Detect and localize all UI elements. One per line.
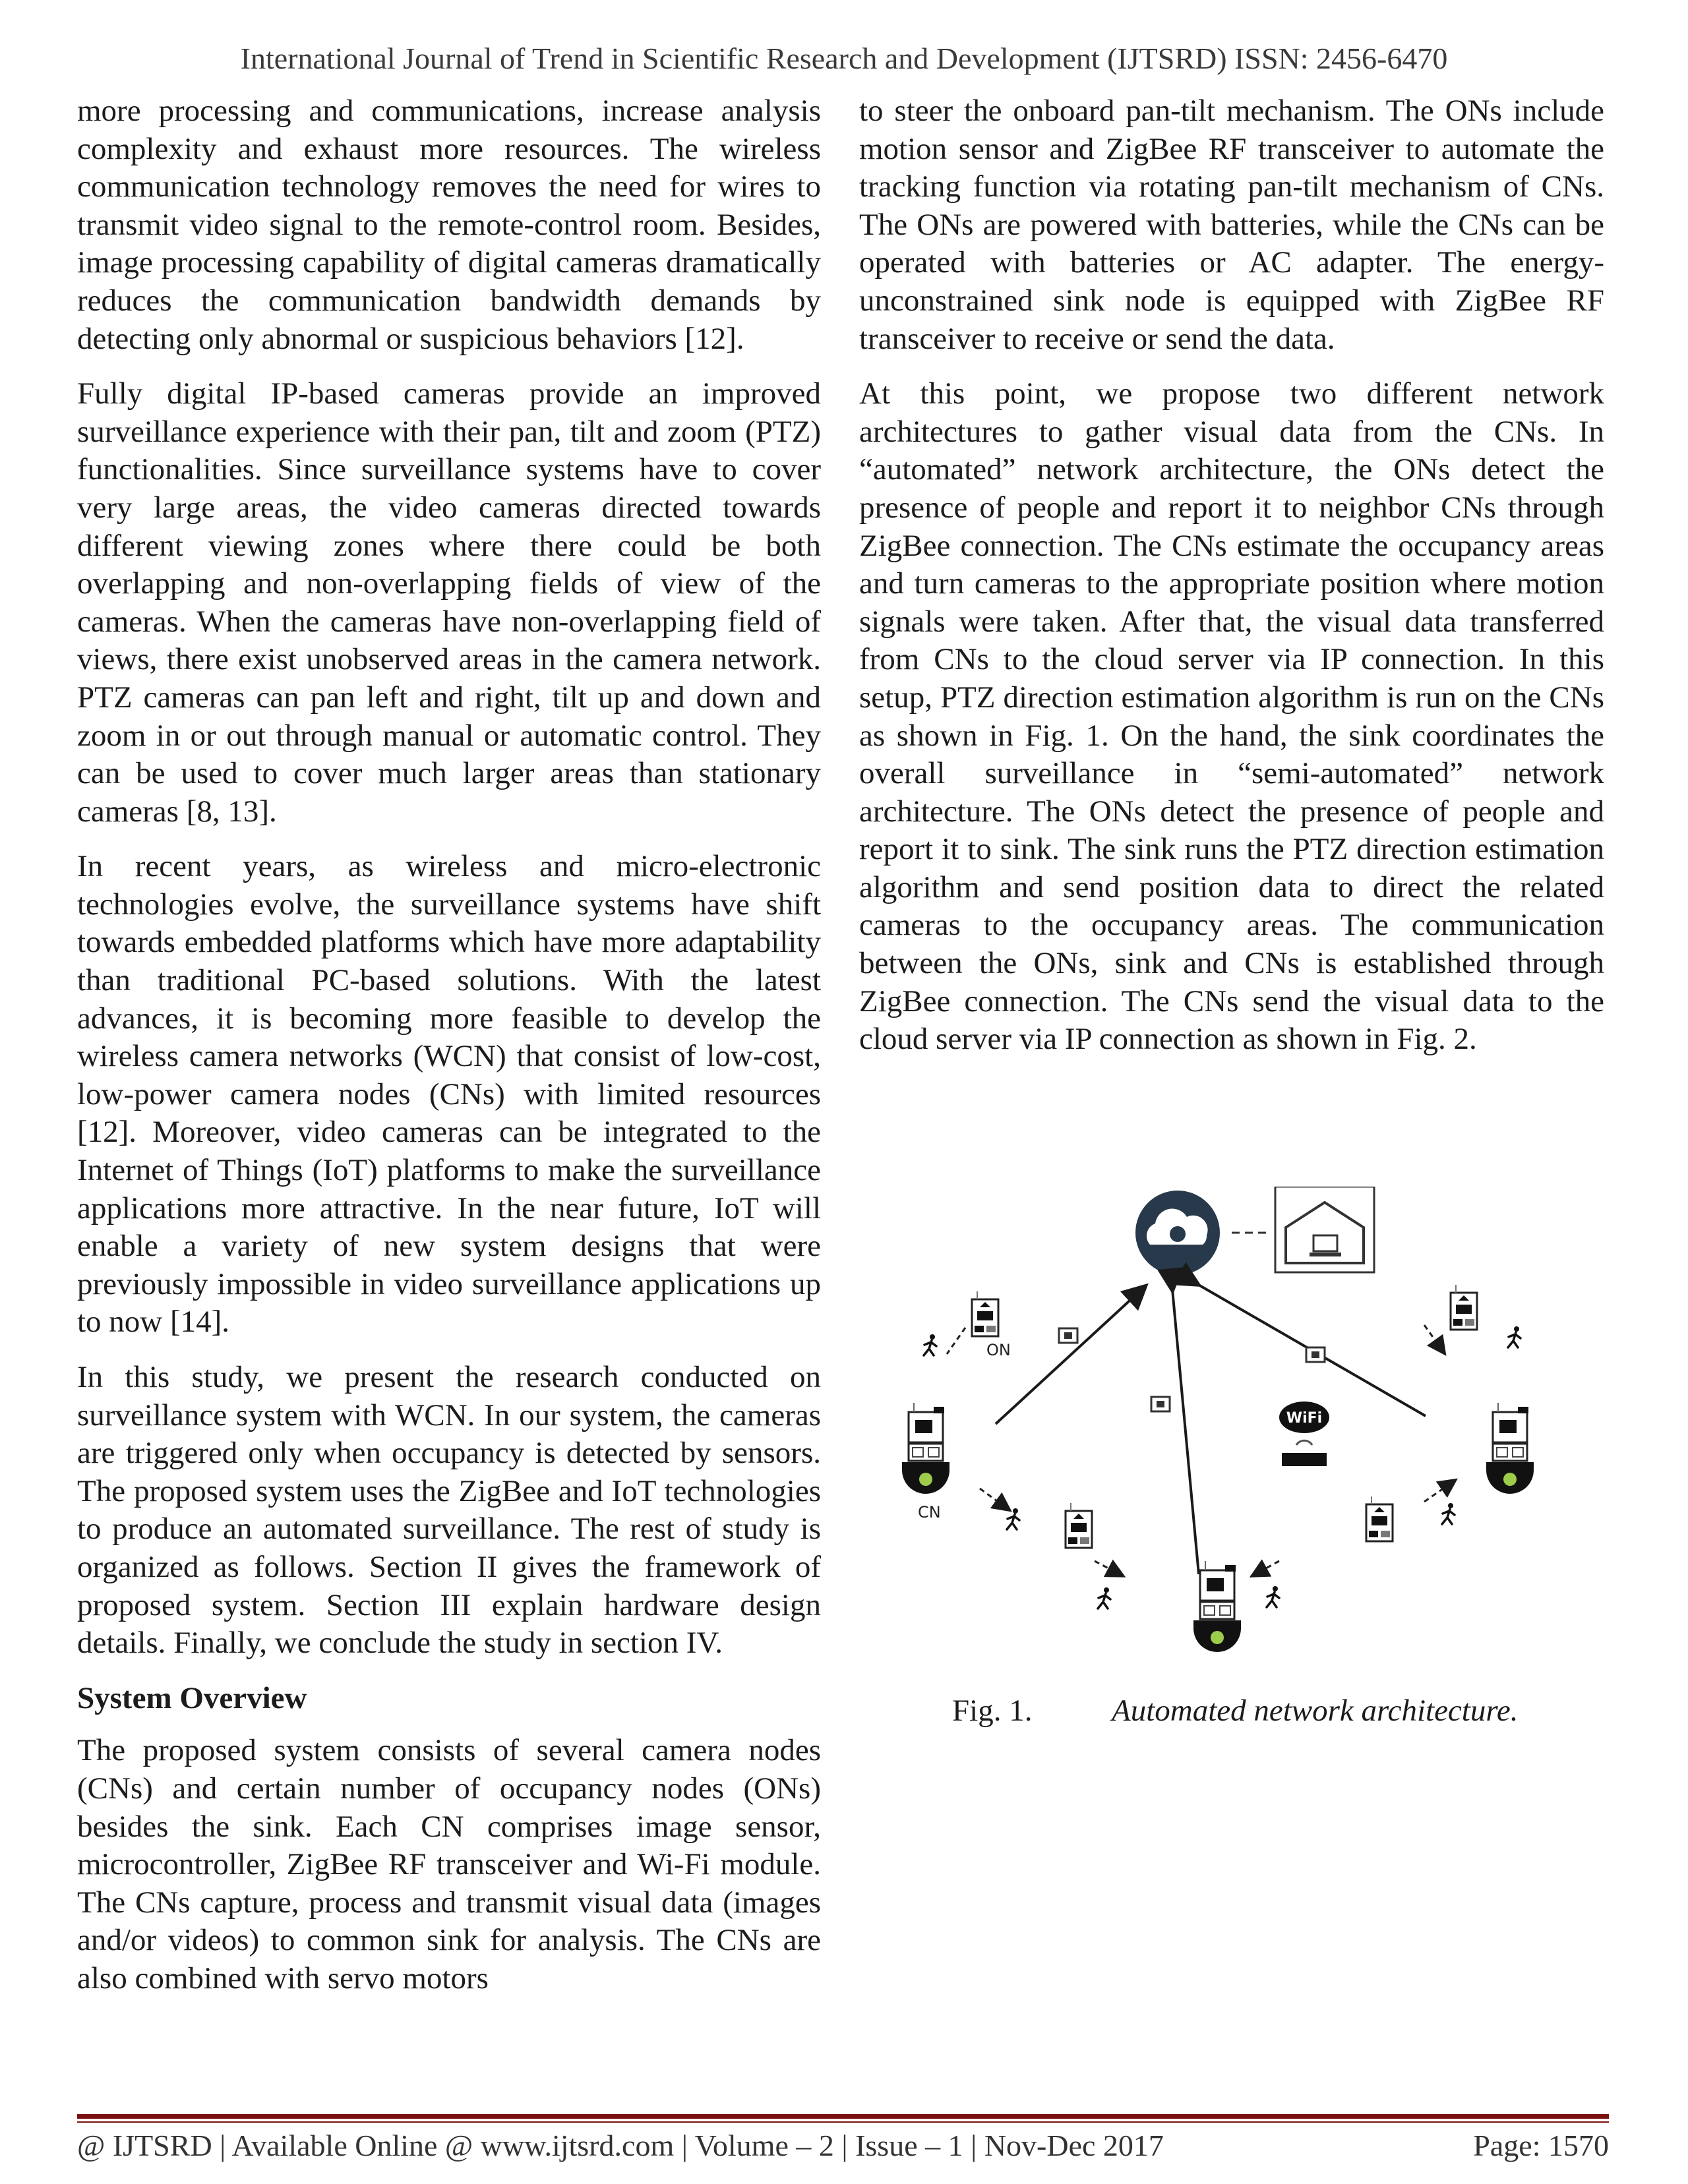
paragraph: more processing and communications, increase analysis complexity and exhaust more resources. The wireless communication technology removes the need for wires to transmit video signal to the remote-control room. Besides, image processing capability of digital cameras dramatically reduces the communication bandwidth demands by detecting only abnormal or suspicious behaviors [12]. bbox=[77, 94, 821, 356]
footer-rule bbox=[77, 2114, 1609, 2119]
monitoring-room-icon bbox=[1275, 1187, 1374, 1272]
cloud-server-icon bbox=[1135, 1191, 1220, 1275]
person-icon bbox=[924, 1334, 936, 1355]
paragraph: In recent years, as wireless and micro-electronic technologies evolve, the surveillance systems have shift towards embedded platforms which have more adaptability than traditional PC-based solutions. With the latest advances, it is becoming more feasible to develop the wireless camera networks (WCN) that consist of low-cost, low-power camera nodes (CNs) with limited resources [12]. Moreover, video cameras can be integrated to the Internet of Things (IoT) platforms to make the surveillance applications more attractive. In the near future, IoT will enable a variety of new system designs that were previously impossible in video surveillance applications up to now [14]. bbox=[77, 849, 821, 1340]
section-heading: System Overview bbox=[77, 1680, 307, 1715]
cn-label: CN bbox=[918, 1503, 941, 1521]
wifi-router-icon bbox=[1279, 1402, 1329, 1466]
figure-number: Fig. 1. bbox=[952, 1694, 1033, 1728]
page-number: Page: 1570 bbox=[1473, 2129, 1609, 2162]
paragraph: In this study, we present the research conducted on surveillance system with WCN. In our system, the cameras are triggered only when occupancy is detected by sensors. The proposed system uses the ZigBee and IoT technologies to produce an automated surveillance. The rest of study is organized as follows. Section II gives the framework of proposed system. Section III explain hardware design details. Finally, we conclude the study in section IV. bbox=[77, 1360, 821, 1661]
data-packet-icon bbox=[1306, 1347, 1325, 1362]
person-icon bbox=[1442, 1503, 1455, 1524]
wifi-label: WiFi bbox=[1286, 1410, 1323, 1427]
data-packet-icon bbox=[1151, 1397, 1170, 1411]
left-column bbox=[77, 92, 821, 2015]
footer-info: @ IJTSRD | Available Online @ www.ijtsrd.com | Volume – 2 | Issue – 1 | Nov-Dec 2017 bbox=[77, 2129, 1164, 2162]
journal-header: International Journal of Trend in Scientific Research and Development (IJTSRD) ISSN: 2456-6470 bbox=[240, 42, 1448, 75]
camera-node-icon bbox=[902, 1403, 950, 1494]
footer-rule-thin bbox=[77, 2121, 1609, 2123]
paragraph: to steer the onboard pan-tilt mechanism. The ONs include motion sensor and ZigBee RF transceiver to automate the tracking function via rotating pan-tilt mechanism of CNs. The ONs are powered with batteries, while the CNs can be operated with batteries or AC adapter. The energy-unconstrained sink node is equipped with ZigBee RF transceiver to receive or send the data. bbox=[859, 94, 1604, 356]
camera-node-icon bbox=[1486, 1403, 1534, 1494]
occupancy-node-icon bbox=[972, 1291, 998, 1336]
figure-caption-text: Automated network architecture. bbox=[1112, 1694, 1519, 1728]
camera-node-icon bbox=[1193, 1561, 1241, 1652]
occupancy-node-icon bbox=[1066, 1503, 1092, 1548]
paragraph: The proposed system consists of several camera nodes (CNs) and certain number of occupancy nodes (ONs) besides the sink. Each CN comprises image sensor, microcontroller, ZigBee RF transceiver and Wi-Fi module. The CNs capture, process and transmit visual data (images and/or videos) to common sink for analysis. The CNs are also combined with servo motors bbox=[77, 1733, 821, 1995]
person-icon bbox=[1508, 1326, 1521, 1347]
on-label: ON bbox=[986, 1341, 1011, 1359]
figure-network-architecture bbox=[884, 1187, 1563, 1674]
occupancy-node-icon bbox=[1451, 1285, 1477, 1330]
data-packet-icon bbox=[1059, 1328, 1077, 1343]
person-icon bbox=[1267, 1586, 1279, 1607]
paragraph: At this point, we propose two different network architectures to gather visual data from the CNs. In “automated” network architecture, the ONs detect the presence of people and report it to neighbor CNs through ZigBee connection. The CNs estimate the occupancy areas and turn cameras to the appropriate position where motion signals were taken. After that, the visual data transferred from CNs to the cloud server via IP connection. In this setup, PTZ direction estimation algorithm is run on the CNs as shown in Fig. 1. On the hand, the sink coordinates the overall surveillance in “semi-automated” network architecture. The ONs detect the presence of people and report it to sink. The sink runs the PTZ direction estimation algorithm and send position data to direct the related cameras to the occupancy areas. The communication between the ONs, sink and CNs is established through ZigBee connection. The CNs send the visual data to the cloud server via IP connection as shown in Fig. 2. bbox=[859, 376, 1604, 1057]
person-icon bbox=[1007, 1508, 1019, 1529]
paragraph: Fully digital IP-based cameras provide an improved surveillance experience with their pan, tilt and zoom (PTZ) functionalities. Since surveillance systems have to cover very large areas, the video cameras directed towards different viewing zones where there could be both overlapping and non-overlapping fields of view of the cameras. When the cameras have non-overlapping field of views, there exist unobserved areas in the camera network. PTZ cameras can pan left and right, tilt up and down and zoom in or out through manual or automatic control. They can be used to cover much larger areas than stationary cameras [8, 13]. bbox=[77, 376, 821, 829]
occupancy-node-icon bbox=[1366, 1496, 1393, 1541]
right-column bbox=[859, 92, 1604, 1076]
person-icon bbox=[1098, 1587, 1110, 1608]
